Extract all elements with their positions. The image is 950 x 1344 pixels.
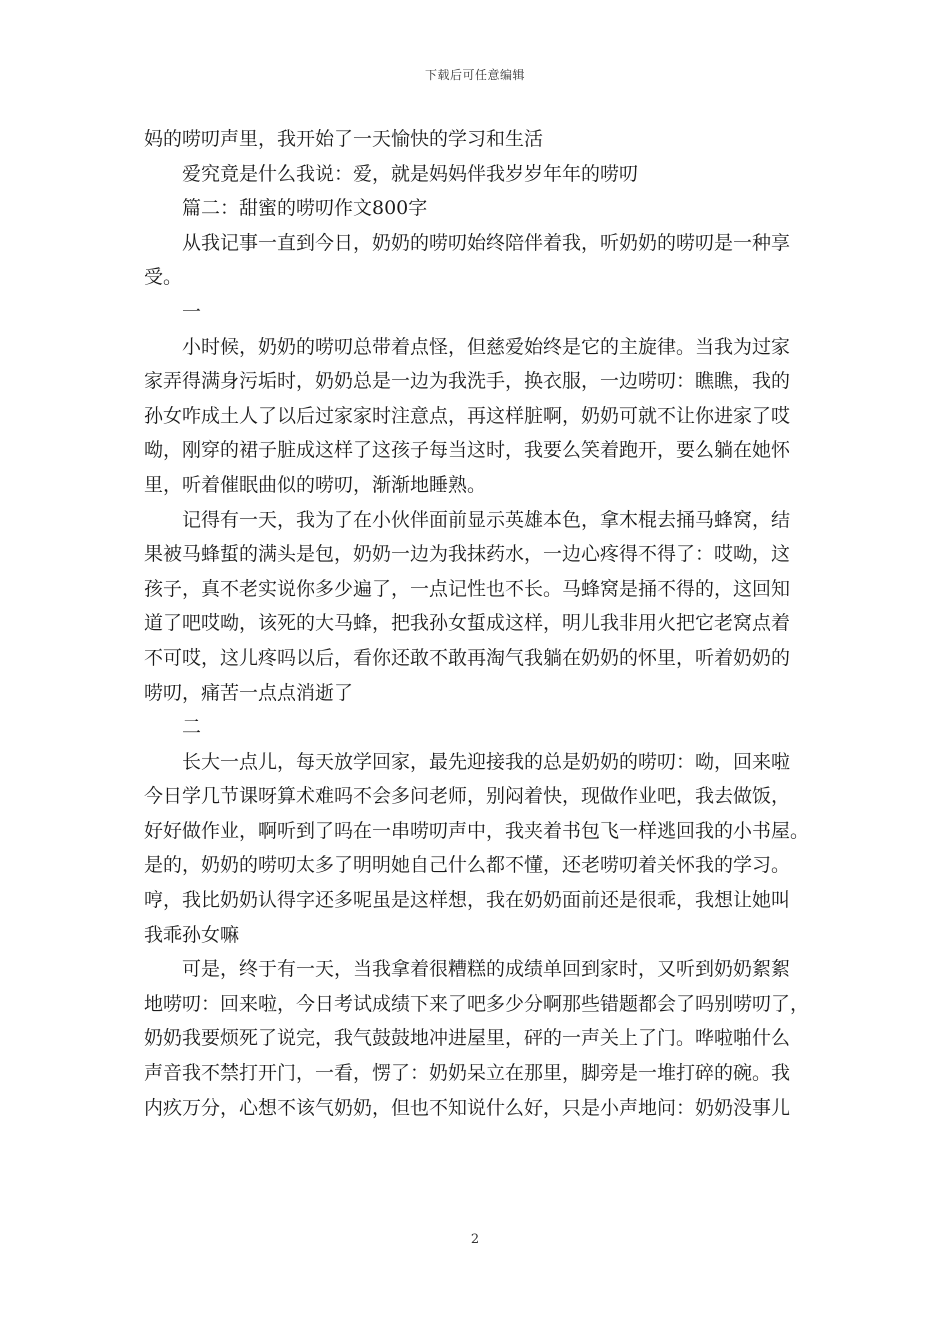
text-line: 今日学几节课呀算术难吗不会多问老师，别闷着快，现做作业吧，我去做饭， xyxy=(144,785,791,808)
text-line: 声音我不禁打开门，一看，愣了：奶奶呆立在那里，脚旁是一堆打碎的碗。我 xyxy=(144,1062,791,1085)
text-line: 奶奶我要烦死了说完，我气鼓鼓地冲进屋里，砰的一声关上了门。哗啦啪什么 xyxy=(144,1027,791,1050)
text-line: 从我记事一直到今日，奶奶的唠叨始终陪伴着我，听奶奶的唠叨是一种享 xyxy=(182,231,791,254)
text-line: 哼，我比奶奶认得字还多呢虽是这样想，我在奶奶面前还是很乖，我想让她叫 xyxy=(144,889,791,912)
text-line: 妈的唠叨声里，我开始了一天愉快的学习和生活 xyxy=(144,128,544,150)
text-line: 孩子，真不老实说你多少遍了，一点记性也不长。马蜂窝是捅不得的，这回知 xyxy=(144,577,791,600)
text-line: 道了吧哎呦，该死的大马蜂，把我孙女蜇成这样，明儿我非用火把它老窝点着 xyxy=(144,612,791,635)
text-line: 果被马蜂蜇的满头是包，奶奶一边为我抹药水，一边心疼得不得了：哎呦，这 xyxy=(144,543,791,566)
text-line: 是的，奶奶的唠叨太多了明明她自己什么都不懂，还老唠叨着关怀我的学习。 xyxy=(144,854,791,877)
page-number: 2 xyxy=(470,1232,480,1247)
text-line: 孙女咋成土人了以后过家家时注意点，再这样脏啊，奶奶可就不让你进家了哎 xyxy=(144,404,791,427)
text-line: 地唠叨：回来啦，今日考试成绩下来了吧多少分啊那些错题都会了吗别唠叨了， xyxy=(144,992,810,1015)
text-line: 里，听着催眠曲似的唠叨，渐渐地睡熟。 xyxy=(144,473,487,496)
page-header: 下载后可任意编辑 xyxy=(424,68,525,82)
text-line: 我乖孙女嘛 xyxy=(144,923,240,946)
text-line: 可是，终于有一天，当我拿着很糟糕的成绩单回到家时，又听到奶奶絮絮 xyxy=(182,958,791,981)
text-line: 长大一点儿，每天放学回家，最先迎接我的总是奶奶的唠叨：呦，回来啦 xyxy=(182,750,791,773)
text-line: 不可哎，这儿疼吗以后，看你还敢不敢再淘气我躺在奶奶的怀里，听着奶奶的 xyxy=(144,646,791,669)
text-line: 内疚万分，心想不该气奶奶，但也不知说什么好，只是小声地问：奶奶没事儿 xyxy=(144,1096,791,1119)
text-line: 受。 xyxy=(144,266,183,289)
text-line: 好好做作业，啊听到了吗在一串唠叨声中，我夹着书包飞一样逃回我的小书屋。 xyxy=(144,819,810,842)
section-heading: 篇二：甜蜜的唠叨作文800字 xyxy=(182,197,428,220)
section-number: 一 xyxy=(182,300,202,323)
text-line: 呦，刚穿的裙子脏成这样了这孩子每当这时，我要么笑着跑开，要么躺在她怀 xyxy=(144,439,791,462)
text-line: 爱究竟是什么我说：爱，就是妈妈伴我岁岁年年的唠叨 xyxy=(182,162,639,185)
text-line: 家弄得满身污垢时，奶奶总是一边为我洗手，换衣服，一边唠叨：瞧瞧，我的 xyxy=(144,370,791,393)
text-line: 小时候，奶奶的唠叨总带着点怪，但慈爱始终是它的主旋律。当我为过家 xyxy=(182,335,791,358)
section-number: 二 xyxy=(182,716,202,739)
text-line: 唠叨，痛苦一点点消逝了 xyxy=(144,681,354,704)
document-body xyxy=(144,122,808,1125)
text-line: 记得有一天，我为了在小伙伴面前显示英雄本色，拿木棍去捅马蜂窝，结 xyxy=(182,508,791,531)
